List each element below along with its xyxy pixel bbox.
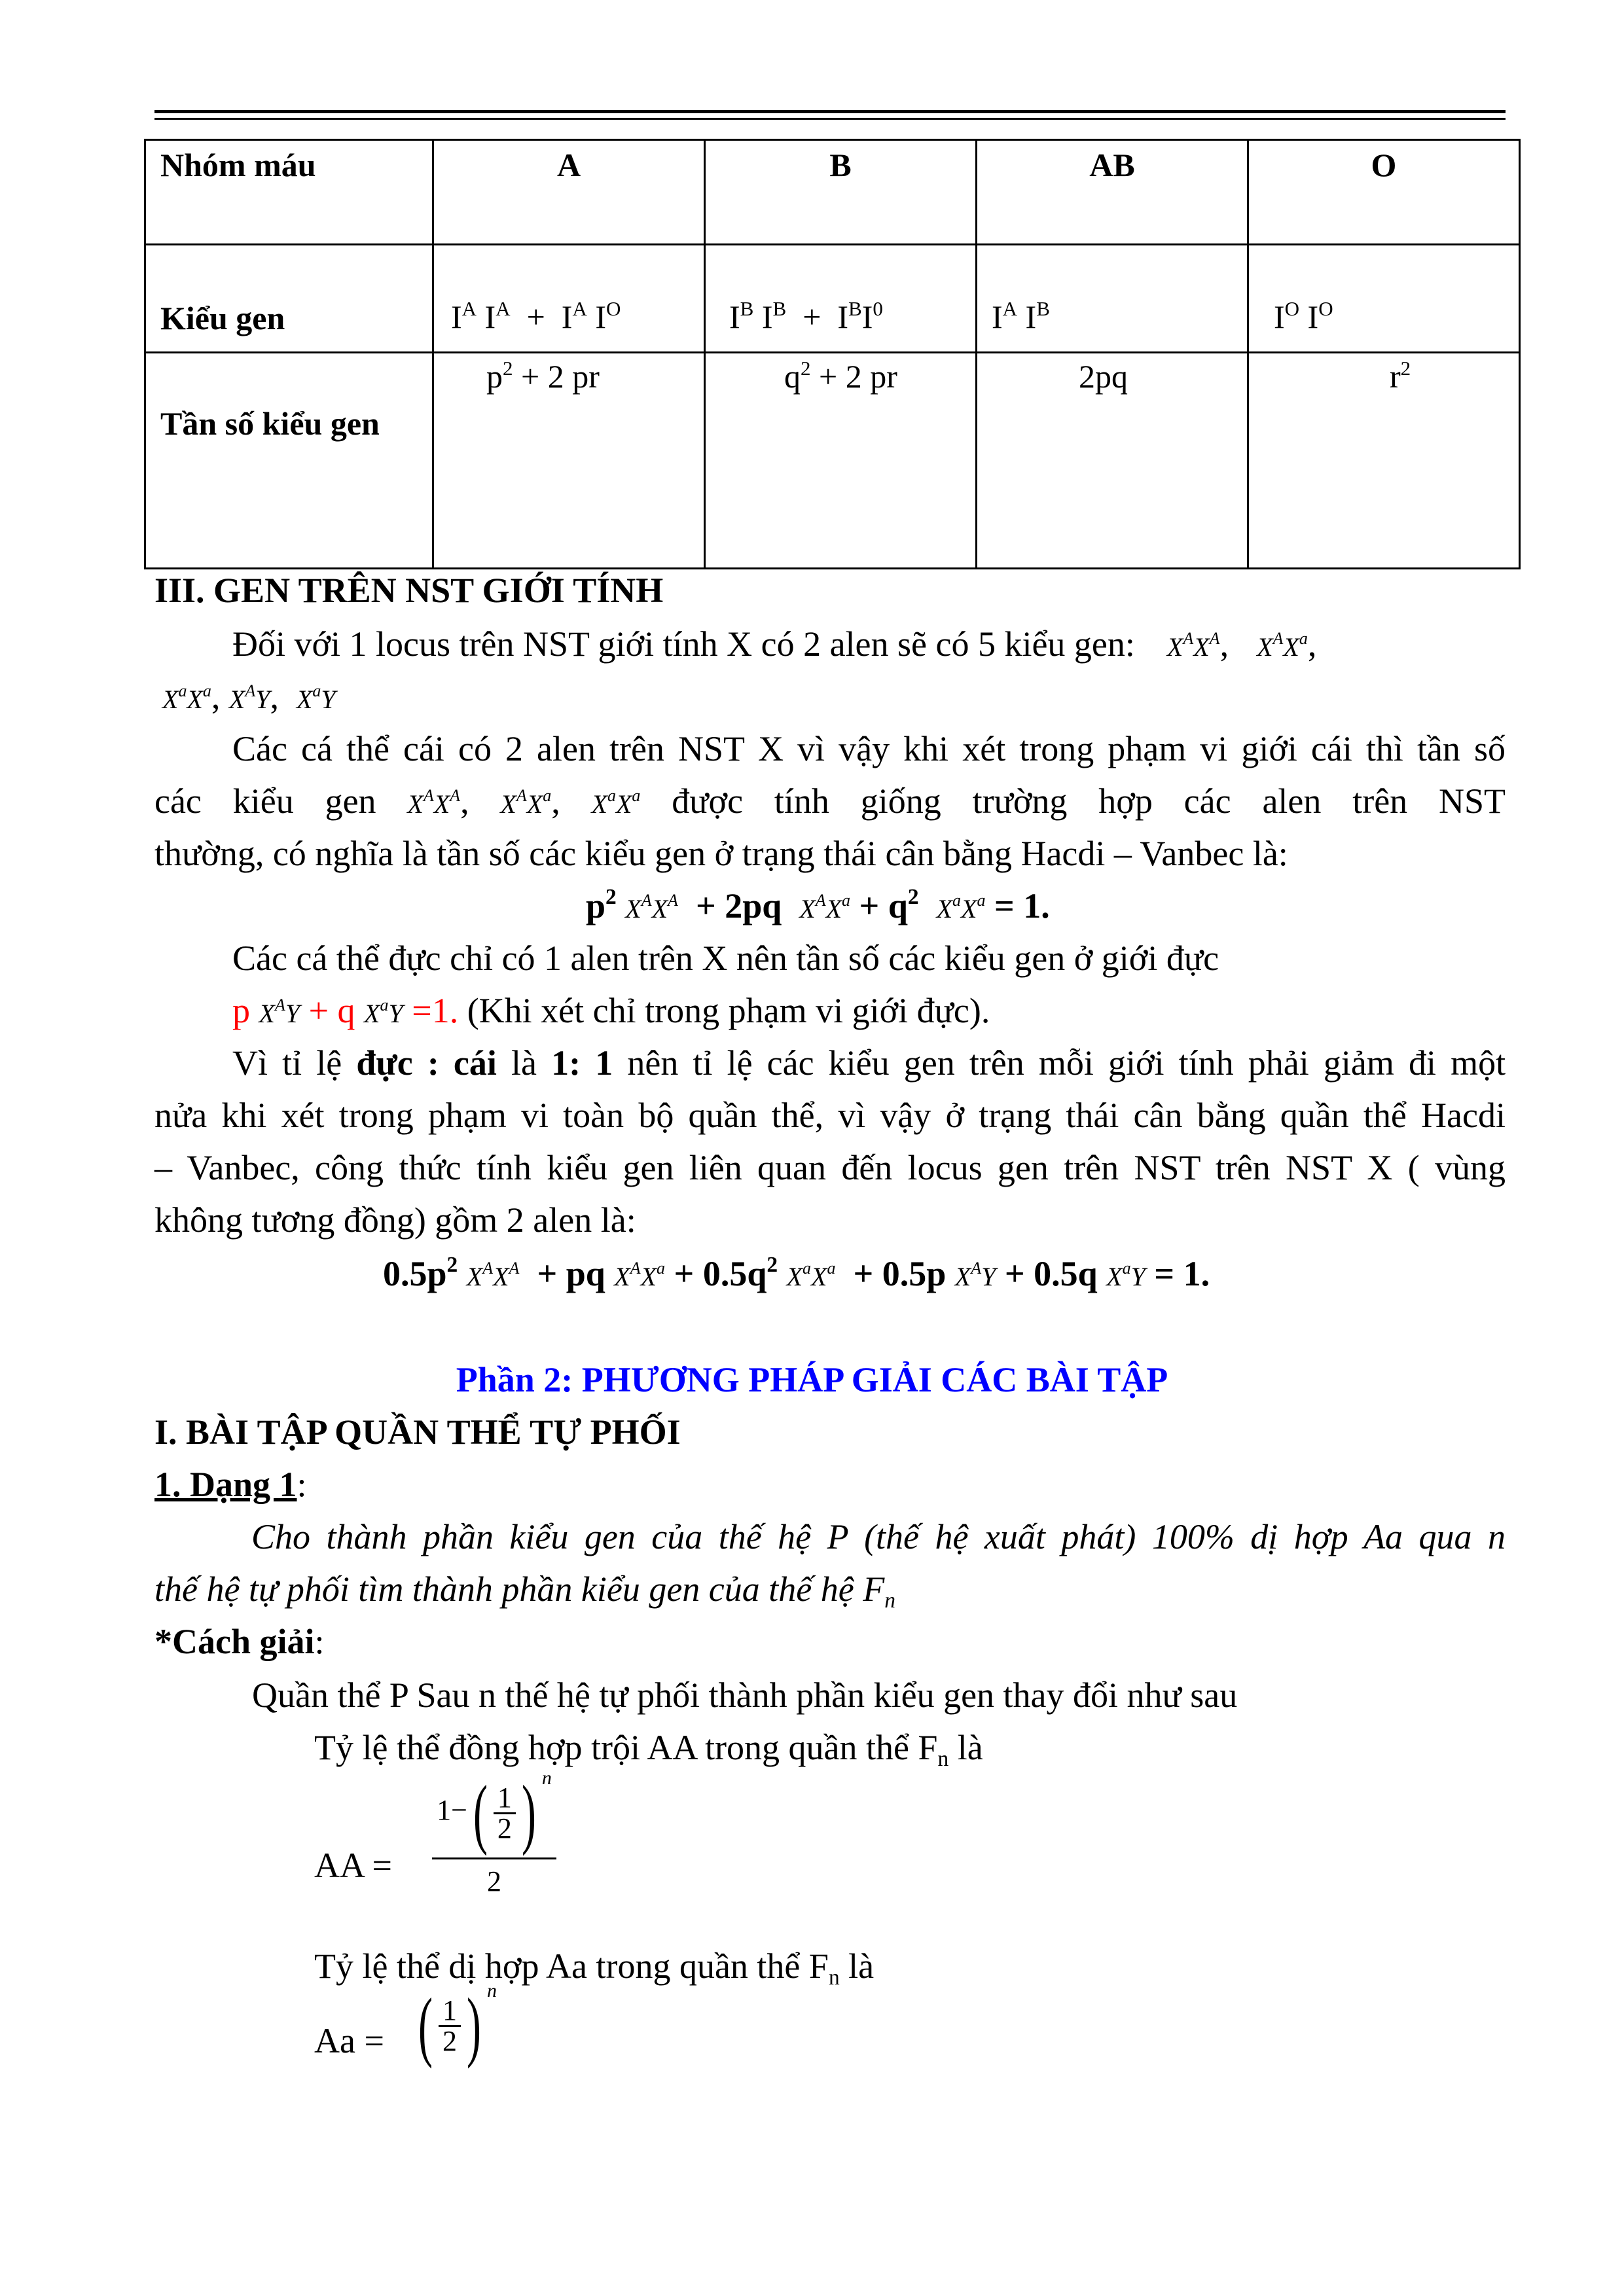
paragraph-line: thế hệ tự phối tìm thành phần kiểu gen của thế hệ $F_n$ xyxy=(154,1570,895,1613)
table-cell: AB xyxy=(977,140,1248,245)
subsection-heading: 1. Dạng 1: xyxy=(154,1465,307,1504)
table-cell: Nhóm máu xyxy=(145,140,433,245)
genotype-a: $I^A$ $I^A + I^A$ $I^O$ xyxy=(451,296,621,335)
table-cell: 2pq xyxy=(977,353,1248,569)
paragraph-line: Các cá thể cái có 2 alen trên NST X vì vậy khi xét trong phạm vi giới cái thì tần số xyxy=(232,729,1506,768)
table-cell: $q^2 + 2$ pr xyxy=(705,353,977,569)
table-cell: Kiểu gen xyxy=(145,245,433,353)
paragraph-line: $X^aX^a$, $X^AY$, $X^aY$ xyxy=(162,677,336,716)
paragraph-line: nửa khi xét trong phạm vi toàn bộ quần thể, vì vậy ở trạng thái cân bằng quần thể Hacdi xyxy=(154,1096,1506,1135)
paragraph-line: Cho thành phần kiểu gen của thế hệ P (thế hệ xuất phát) 100% dị hợp Aa qua n xyxy=(251,1517,1506,1556)
paragraph-line: các kiểu gen $X^AX^A$, $X^AX^a$, $X^aX^a$ được tính giống trường hợp các alen trên NST xyxy=(154,781,1506,821)
genotype-b: $I^B$ $I^B + I^BI^0$ xyxy=(729,296,883,335)
paragraph-line: p $X^AY + q$ $X^aY =1$. (Khi xét chỉ trong phạm vi giới đực). xyxy=(232,991,990,1030)
formula-aa-denominator: 2 xyxy=(487,1865,501,1897)
header-rule-thin xyxy=(154,118,1506,120)
method-label: *Cách giải: xyxy=(154,1622,325,1661)
table-cell xyxy=(1248,245,1520,353)
formula-aa xyxy=(432,1767,556,1897)
formula-aa2-label: Aa = xyxy=(314,2021,384,2060)
genotype-o: $I^O$ $I^O$ xyxy=(1274,296,1333,335)
table-row xyxy=(145,245,1520,353)
table-cell: Tần số kiểu gen xyxy=(145,353,433,569)
paragraph-line: Các cá thể đực chỉ có 1 alen trên X nên tần số các kiểu gen ở giới đực xyxy=(232,939,1219,978)
section-heading: I. BÀI TẬP QUẦN THỂ TỰ PHỐI xyxy=(154,1412,681,1452)
table-cell xyxy=(433,245,705,353)
table-cell: $p^2 + 2$ pr xyxy=(433,353,705,569)
paragraph-line: Tỷ lệ thể đồng hợp trội AA trong quần thể $F_n$ là xyxy=(314,1728,983,1772)
paragraph-line: không tương đồng) gồm 2 alen là: xyxy=(154,1200,636,1240)
paragraph-line: Quần thể P Sau n thế hệ tự phối thành phần kiểu gen thay đổi như sau xyxy=(252,1676,1238,1715)
equation-population: $0.5p^2$ $X^AX^A$ + pq $X^AX^a + 0.5q^2$ $X^aX^a + 0.5p$ $X^AY + 0.5q$ $X^aY = 1$. xyxy=(383,1253,1210,1293)
paragraph-line: thường, có nghĩa là tần số các kiểu gen ở trạng thái cân bằng Hacdi – Vanbec là: xyxy=(154,834,1288,873)
genotype-ab: $I^A$ $I^B$ xyxy=(992,296,1050,335)
formula-aa-label: AA = xyxy=(314,1846,392,1885)
table-row xyxy=(145,353,1520,569)
blood-group-table xyxy=(144,139,1521,569)
table-cell: $r^2$ xyxy=(1248,353,1520,569)
table-row xyxy=(145,140,1520,245)
part-2-title: Phần 2: PHƯƠNG PHÁP GIẢI CÁC BÀI TẬP xyxy=(456,1360,1168,1399)
equation-female: $p^2$ $X^AX^A + 2pq$ $X^AX^a + q^2$ $X^aX^a = 1$. xyxy=(586,885,1050,925)
formula-aa2: ( $\frac{1}{2}$ ) $^n$ xyxy=(418,1980,497,2069)
table-cell xyxy=(705,245,977,353)
paragraph-line: – Vanbec, công thức tính kiểu gen liên quan đến locus gen trên NST trên NST X ( vùng xyxy=(154,1148,1506,1187)
paragraph-line: Đối với 1 locus trên NST giới tính X có 2 alen sẽ có 5 kiểu gen: $X^AX^A$, $X^AX^a$, xyxy=(232,624,1317,664)
paragraph-line: Tỷ lệ thể dị hợp Aa trong quần thể $F_n$ là xyxy=(314,1946,875,1990)
section-3-heading: III. GEN TRÊN NST GIỚI TÍNH xyxy=(154,571,664,610)
paragraph-line: Vì tỉ lệ đực : cái là 1: 1 nên tỉ lệ các kiểu gen trên mỗi giới tính phải giảm đi một xyxy=(232,1043,1506,1083)
table-cell xyxy=(977,245,1248,353)
header-rule-thick xyxy=(154,110,1506,113)
formula-aa-numerator: 1−( $\frac{1}{2}$ ) $^n$ xyxy=(432,1774,556,1859)
table-cell: O xyxy=(1248,140,1520,245)
table-cell: B xyxy=(705,140,977,245)
table-cell: A xyxy=(433,140,705,245)
